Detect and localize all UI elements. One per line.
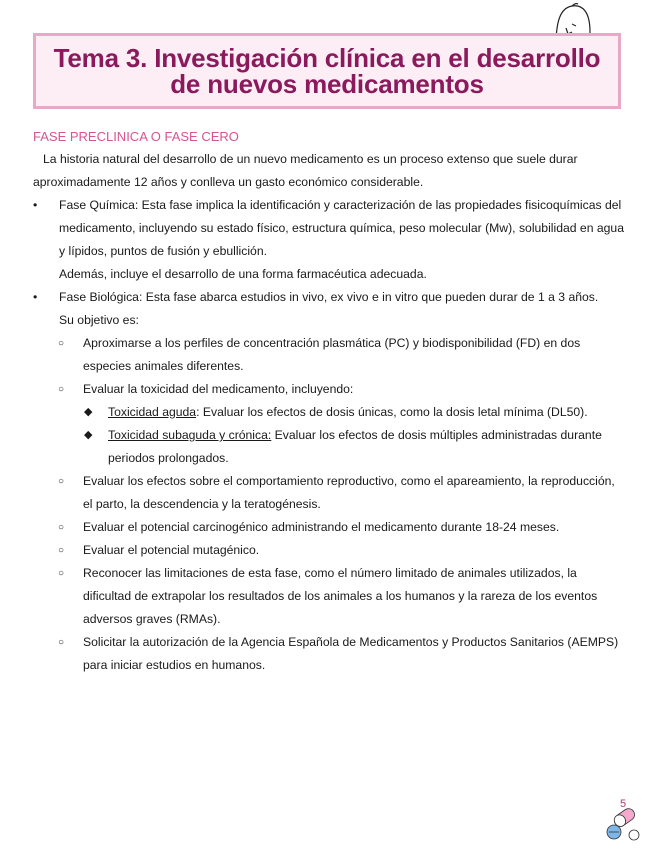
circle-bullet-icon: ○: [58, 522, 65, 533]
list-item-objetivo: [33, 631, 627, 677]
list-item-objetivo: [33, 378, 627, 401]
toxicidad-aguda-label: Toxicidad aguda: [108, 405, 197, 419]
circle-bullet-icon: ○: [58, 384, 65, 395]
page-title-line2: de nuevos medicamentos: [170, 69, 484, 99]
circle-bullet-icon: ○: [58, 568, 65, 579]
circle-bullet-icon: ○: [58, 338, 65, 349]
circle-bullet-icon: ○: [58, 476, 65, 487]
circle-bullet-icon: ○: [58, 545, 65, 556]
fase-quimica-text: Fase Química: Esta fase implica la identificación y caracterización de las propiedades fisicoquímicas del medicamento, incluyendo su estado físico, estructura química, peso molecular (Mw), solubilidad en agua y lípidos, puntos de fusión y ebullición.: [59, 198, 624, 258]
objetivo-text: Evaluar el potencial carcinogénico administrando el medicamento durante 18-24 meses.: [83, 520, 560, 534]
list-item-objetivo: [33, 539, 627, 562]
list-item-toxicidad-aguda: [33, 401, 627, 424]
section-heading: FASE PRECLINICA O FASE CERO: [33, 129, 239, 144]
list-item-fase-quimica: [33, 194, 627, 286]
list-item-objetivo: [33, 562, 627, 631]
circle-bullet-icon: ○: [58, 637, 65, 648]
list-item-objetivo: [33, 470, 627, 516]
toxicidad-subaguda-text: [108, 424, 627, 470]
toxicidad-subaguda-label: Toxicidad subaguda y crónica:: [108, 428, 272, 442]
objetivo-text: Evaluar el potencial mutagénico.: [83, 543, 260, 557]
bullet-icon: •: [33, 198, 38, 212]
bullet-icon: •: [33, 290, 38, 304]
objetivo-text: Reconocer las limitaciones de esta fase, como el número limitado de animales utilizados, la dificultad de extrapolar los resultados de los animales a los humanos y la rareza de los eventos adversos graves (RMAs).: [83, 566, 598, 626]
document-body: [33, 148, 627, 677]
intro-paragraph: La historia natural del desarrollo de un nuevo medicamento es un proceso extenso que suele durar aproximadamente 12 años y conlleva un gasto económico considerable.: [33, 152, 578, 189]
title-box: [33, 33, 621, 109]
list-item-objetivo: [33, 516, 627, 539]
pill-capsule-icon: [604, 808, 648, 842]
objetivo-text: Solicitar la autorización de la Agencia Española de Medicamentos y Productos Sanitarios (AEMPS) para iniciar estudios en humanos.: [83, 635, 619, 672]
objetivo-text: Aproximarse a los perfiles de concentración plasmática (PC) y biodisponibilidad (FD) en dos especies animales diferentes.: [83, 336, 581, 373]
fase-quimica-extra: Además, incluye el desarrollo de una forma farmacéutica adecuada.: [59, 267, 427, 281]
page-title-line1: Tema 3. Investigación clínica en el desarrollo: [53, 43, 601, 73]
diamond-bullet-icon: ◆: [84, 406, 93, 418]
list-item-objetivo: [33, 332, 627, 378]
toxicidad-subaguda-desc: Evaluar los efectos de dosis múltiples administradas durante periodos prolongados.: [108, 428, 602, 465]
objetivo-text: Evaluar los efectos sobre el comportamiento reproductivo, como el apareamiento, la reproducción, el parto, la descendencia y la teratogénesis.: [83, 474, 615, 511]
toxicidad-aguda-text: [108, 401, 627, 424]
list-item-toxicidad-subaguda: [33, 424, 627, 470]
toxicidad-aguda-desc: : Evaluar los efectos de dosis únicas, como la dosis letal mínima (DL50).: [196, 405, 588, 419]
objetivo-text: Evaluar la toxicidad del medicamento, incluyendo:: [83, 382, 354, 396]
objetivos-label: Su objetivo es:: [59, 313, 139, 327]
page-number: 5: [620, 798, 627, 810]
diamond-bullet-icon: ◆: [84, 429, 93, 441]
list-item-fase-biologica: [33, 286, 627, 332]
fase-biologica-text: Fase Biológica: Esta fase abarca estudios in vivo, ex vivo e in vitro que pueden durar de 1 a 3 años.: [59, 290, 599, 304]
